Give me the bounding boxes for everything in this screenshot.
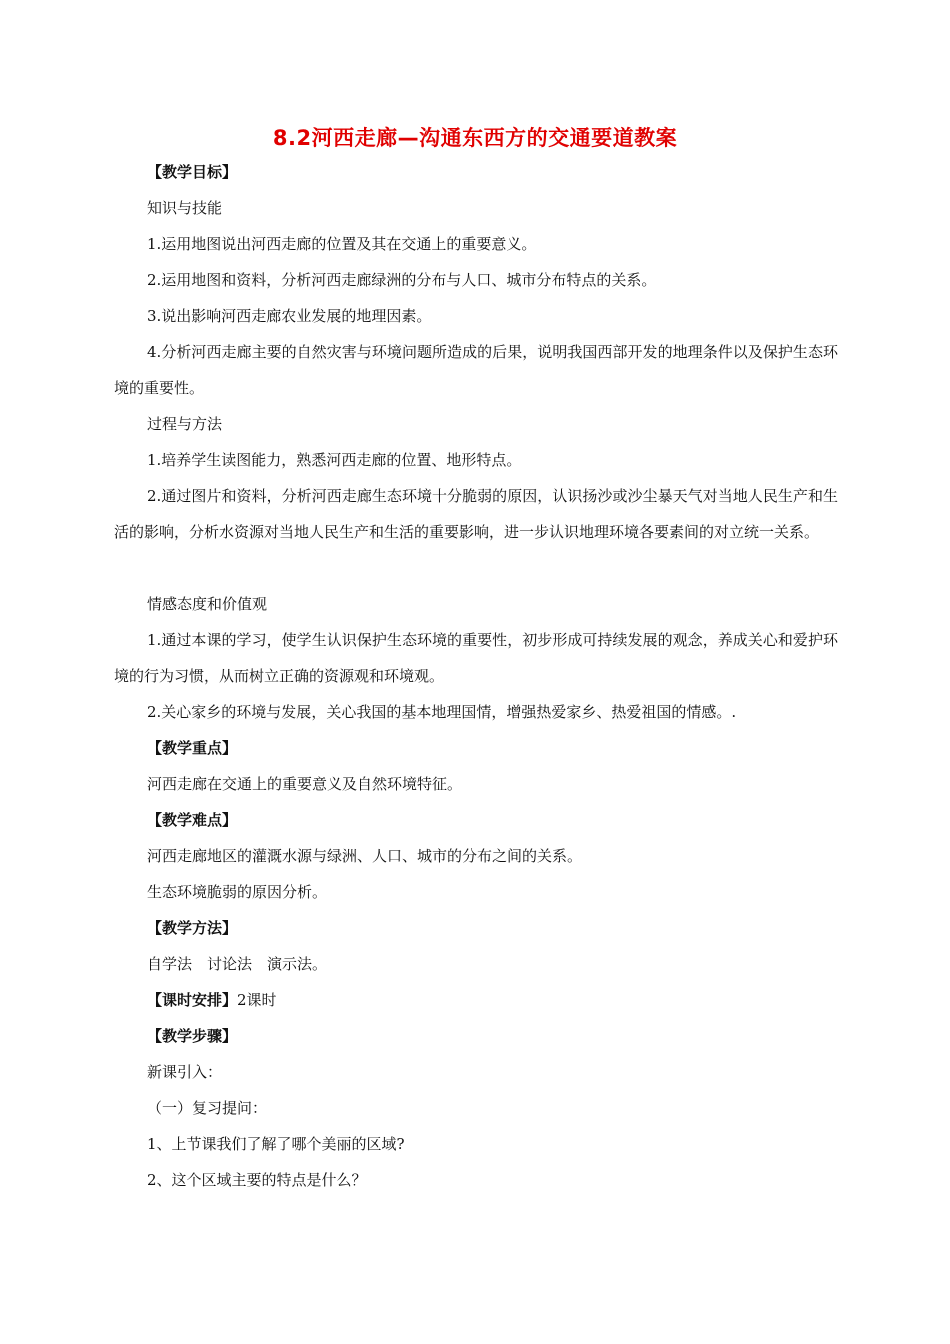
intro-text: 新课引入： — [147, 1063, 223, 1081]
knowledge-item-4: 4.分析河西走廊主要的自然灾害与环境问题所造成的后果，说明我国西部开发的地理条件以及保护生态环境的重要性。 — [114, 343, 838, 397]
difficult-item-1: 河西走廊地区的灌溉水源与绿洲、人口、城市的分布之间的关系。 — [147, 847, 583, 865]
review-item-1: 1、上节课我们了解了哪个美丽的区域? — [147, 1135, 405, 1153]
knowledge-item-1: 1.运用地图说出河西走廊的位置及其在交通上的重要意义。 — [147, 235, 537, 253]
section-heading-schedule: 【课时安排】 — [147, 991, 238, 1009]
key-text: 河西走廊在交通上的重要意义及自然环境特征。 — [147, 775, 463, 793]
document-title: 8.2河西走廊—沟通东西方的交通要道教案 — [272, 126, 678, 150]
section-schedule — [114, 982, 838, 1018]
review-heading: （一）复习提问： — [147, 1099, 268, 1117]
subheading-process: 过程与方法 — [147, 415, 223, 433]
knowledge-item-2: 2.运用地图和资料，分析河西走廊绿洲的分布与人口、城市分布特点的关系。 — [147, 271, 657, 289]
difficult-item-2: 生态环境脆弱的原因分析。 — [147, 883, 328, 901]
method-text: 自学法 讨论法 演示法。 — [147, 955, 328, 973]
section-heading-key: 【教学重点】 — [147, 739, 238, 757]
process-item-2: 2.通过图片和资料，分析河西走廊生态环境十分脆弱的原因，认识扬沙或沙尘暴天气对当地人民生产和生活的影响，分析水资源对当地人民生产和生活的重要影响，进一步认识地理环境各要素间的对立统一关系。 — [114, 487, 838, 541]
attitude-item-1: 1.通过本课的学习，使学生认识保护生态环境的重要性，初步形成可持续发展的观念，养成关心和爱护环境的行为习惯，从而树立正确的资源观和环境观。 — [114, 631, 838, 685]
attitude-item-2: 2.关心家乡的环境与发展，关心我国的基本地理国情，增强热爱家乡、热爱祖国的情感。. — [147, 703, 737, 721]
subheading-knowledge: 知识与技能 — [147, 199, 223, 217]
section-heading-difficult: 【教学难点】 — [147, 811, 238, 829]
section-heading-steps: 【教学步骤】 — [147, 1027, 238, 1045]
review-item-2: 2、这个区域主要的特点是什么？ — [147, 1171, 367, 1189]
subheading-attitude: 情感态度和价值观 — [147, 595, 268, 613]
process-item-1: 1.培养学生读图能力，熟悉河西走廊的位置、地形特点。 — [147, 451, 522, 469]
knowledge-item-3: 3.说出影响河西走廊农业发展的地理因素。 — [147, 307, 432, 325]
section-heading-method: 【教学方法】 — [147, 919, 238, 937]
section-heading-goals: 【教学目标】 — [147, 163, 238, 181]
schedule-text: 2课时 — [237, 991, 277, 1009]
document-body — [114, 154, 838, 1198]
